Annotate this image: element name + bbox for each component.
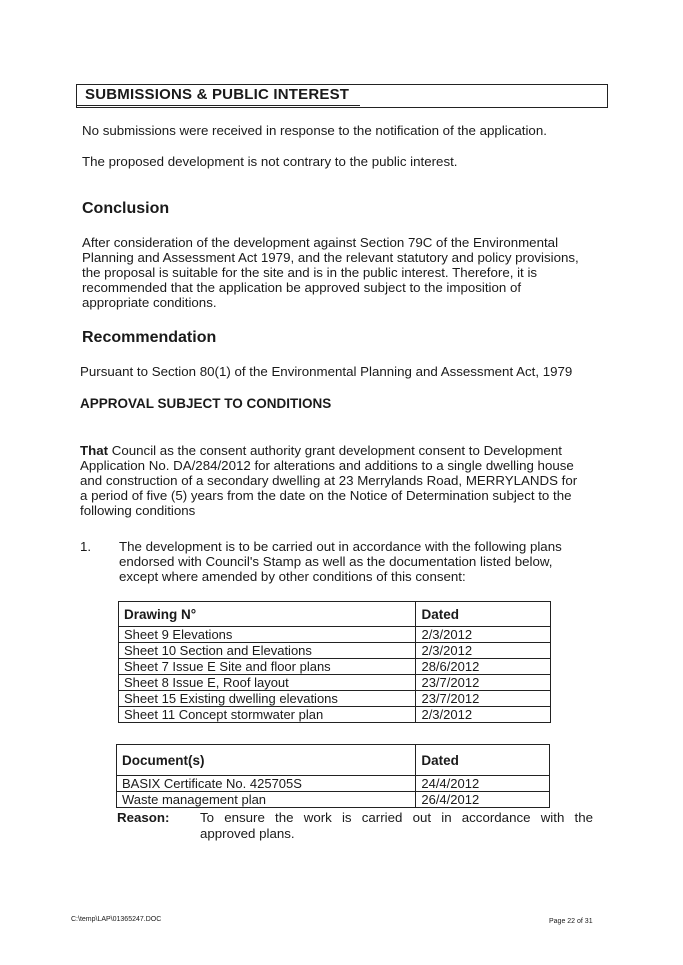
table-header-cell: Dated <box>416 745 550 776</box>
table-row <box>119 675 551 691</box>
section-title: SUBMISSIONS & PUBLIC INTEREST <box>85 86 350 103</box>
conclusion-paragraph <box>82 235 597 310</box>
that-word: That <box>80 443 109 458</box>
conclusion-line: the proposal is suitable for the site and is in the public interest. Therefore, it is <box>82 265 538 280</box>
table-cell: Sheet 11 Concept stormwater plan <box>119 707 416 723</box>
condition-text <box>119 539 596 584</box>
table-row <box>117 776 550 792</box>
table-header-row <box>119 602 551 627</box>
table-cell: 2/3/2012 <box>416 643 551 659</box>
conclusion-line: Planning and Assessment Act 1979, and the relevant statutory and policy provisions, <box>82 250 579 265</box>
that-line: a period of five (5) years from the date on the Notice of Determination subject to the <box>80 488 572 503</box>
that-paragraph <box>80 443 596 518</box>
table-header-cell: Dated <box>416 602 551 627</box>
table-cell: Sheet 7 Issue E Site and floor plans <box>119 659 416 675</box>
table-cell: 2/3/2012 <box>416 707 551 723</box>
pursuant-statement: Pursuant to Section 80(1) of the Environmental Planning and Assessment Act, 1979 <box>80 364 573 379</box>
table-row <box>119 627 551 643</box>
reason-label: Reason: <box>117 810 170 825</box>
footer-page-number: Page 22 of 31 <box>549 918 593 925</box>
table-cell: 23/7/2012 <box>416 691 551 707</box>
that-line: Application No. DA/284/2012 for alterations and additions to a single dwelling house <box>80 458 574 473</box>
table-cell: 28/6/2012 <box>416 659 551 675</box>
condition-line: The development is to be carried out in accordance with the following plans <box>119 539 562 554</box>
table-row <box>119 707 551 723</box>
table-header-cell: Document(s) <box>117 745 416 776</box>
table-row <box>117 792 550 808</box>
table-cell: BASIX Certificate No. 425705S <box>117 776 416 792</box>
section-header-box <box>76 84 608 108</box>
table-cell: 24/4/2012 <box>416 776 550 792</box>
table-cell: 2/3/2012 <box>416 627 551 643</box>
table-header-row <box>117 745 550 776</box>
section-title-underline <box>77 105 360 106</box>
conclusion-line: recommended that the application be approved subject to the imposition of <box>82 280 522 295</box>
submissions-paragraph-1: No submissions were received in response to the notification of the application. <box>82 123 547 138</box>
reason-line-1: To ensure the work is carried out in accordance with the <box>200 810 593 825</box>
condition-line: endorsed with Council's Stamp as well as the documentation listed below, <box>119 554 553 569</box>
table-cell: Sheet 10 Section and Elevations <box>119 643 416 659</box>
table-cell: 26/4/2012 <box>416 792 550 808</box>
approval-heading: APPROVAL SUBJECT TO CONDITIONS <box>80 396 332 411</box>
footer-file-path: C:\temp\LAP\01365247.DOC <box>71 916 162 923</box>
table-cell: Waste management plan <box>117 792 416 808</box>
table-cell: Sheet 9 Elevations <box>119 627 416 643</box>
conclusion-line: After consideration of the development against Section 79C of the Environmental <box>82 235 559 250</box>
that-line: Council as the consent authority grant development consent to Development <box>108 443 562 458</box>
that-line: following conditions <box>80 503 196 518</box>
conclusion-line: appropriate conditions. <box>82 295 217 310</box>
table-row <box>119 691 551 707</box>
table-row <box>119 643 551 659</box>
condition-line: except where amended by other conditions of this consent: <box>119 569 466 584</box>
table-row <box>119 659 551 675</box>
documents-table <box>116 744 550 808</box>
table-cell: 23/7/2012 <box>416 675 551 691</box>
reason-line-2: approved plans. <box>200 826 295 841</box>
table-header-cell: Drawing N° <box>119 602 416 627</box>
submissions-paragraph-2: The proposed development is not contrary to the public interest. <box>82 154 458 169</box>
condition-number: 1. <box>80 539 92 554</box>
table-cell: Sheet 8 Issue E, Roof layout <box>119 675 416 691</box>
conclusion-heading: Conclusion <box>82 200 170 217</box>
that-line: and construction of a secondary dwelling at 23 Merrylands Road, MERRYLANDS for <box>80 473 578 488</box>
table-cell: Sheet 15 Existing dwelling elevations <box>119 691 416 707</box>
drawings-table <box>118 601 551 723</box>
recommendation-heading: Recommendation <box>82 329 217 346</box>
